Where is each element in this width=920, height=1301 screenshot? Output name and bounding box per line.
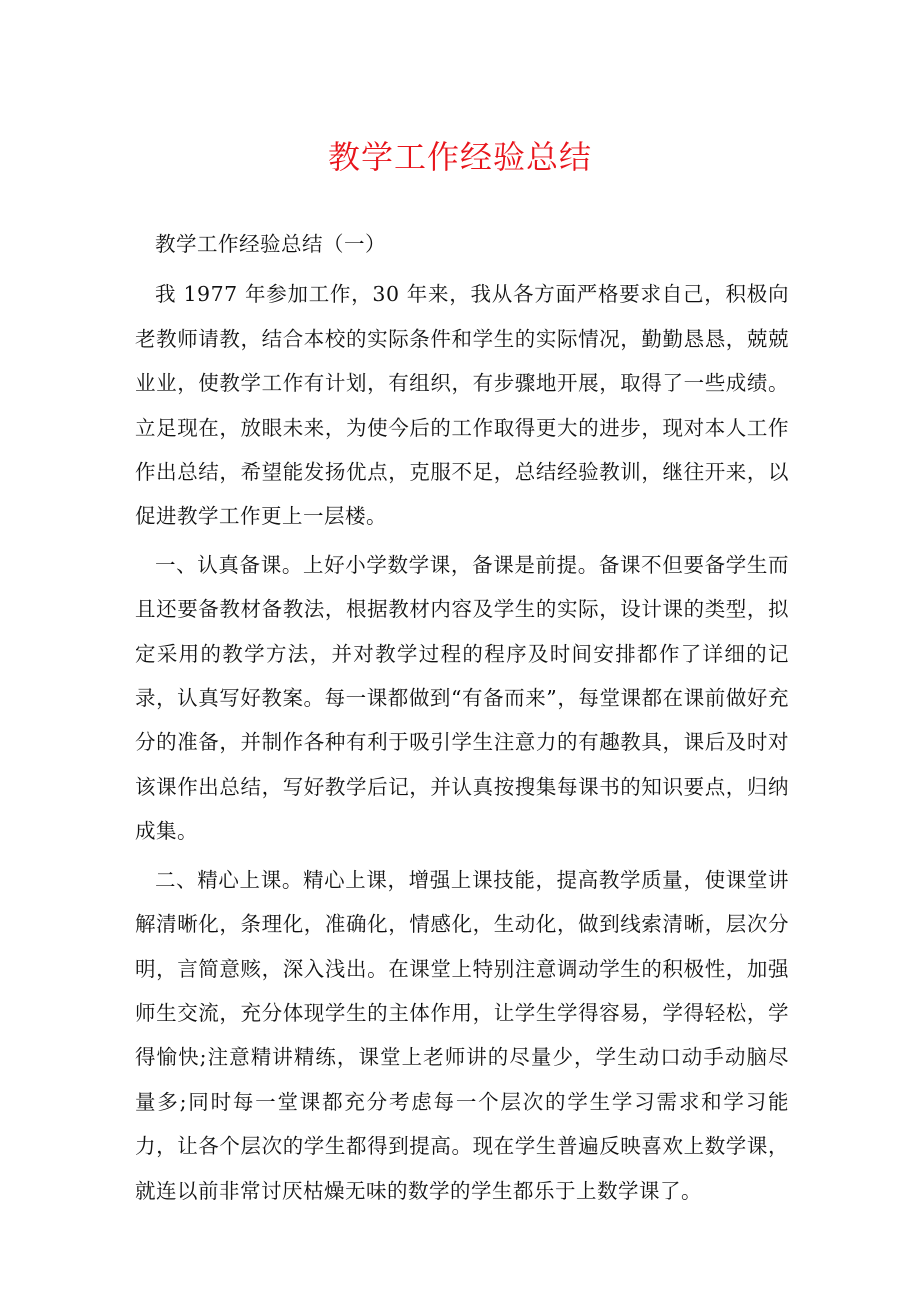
document-body — [135, 222, 789, 1217]
document-title: 教学工作经验总结 — [327, 138, 592, 176]
paragraph-teaching: 二、精心上课。精心上课，增强上课技能，提高教学质量，使课堂讲解清晰化，条理化，准确化，情感化，生动化，做到线索清晰，层次分明，言简意赅，深入浅出。在课堂上特别注意调动学生的积极性，加强师生交流，充分体现学生的主体作用，让学生学得容易，学得轻松，学得愉快;注意精讲精练，课堂上老师讲的尽量少，学生动口动手动脑尽量多;同时每一堂课都充分考虑每一个层次的学生学习需求和学习能力，让各个层次的学生都得到提高。现在学生普遍反映喜欢上数学课，就连以前非常讨厌枯燥无味的数学的学生都乐于上数学课了。 — [135, 867, 789, 1203]
section-subheading: 教学工作经验总结（一） — [155, 232, 386, 256]
paragraph-intro: 我 1977 年参加工作，30 年来，我从各方面严格要求自己，积极向老教师请教，结合本校的实际条件和学生的实际情况，勤勤恳恳，兢兢业业，使教学工作有计划，有组织，有步骤地开展，取得了一些成绩。立足现在，放眼未来，为使今后的工作取得更大的进步，现对本人工作作出总结，希望能发扬优点，克服不足，总结经验教训，继往开来，以促进教学工作更上一层楼。 — [135, 282, 789, 529]
paragraph-lesson-prep: 一、认真备课。上好小学数学课，备课是前提。备课不但要备学生而且还要备教材备教法，根据教材内容及学生的实际，设计课的类型，拟定采用的教学方法，并对教学过程的程序及时间安排都作了详细的记录，认真写好教案。每一课都做到“有备而来”，每堂课都在课前做好充分的准备，并制作各种有利于吸引学生注意力的有趣教具，课后及时对该课作出总结，写好教学后记，并认真按搜集每课书的知识要点，归纳成集。 — [135, 552, 789, 844]
